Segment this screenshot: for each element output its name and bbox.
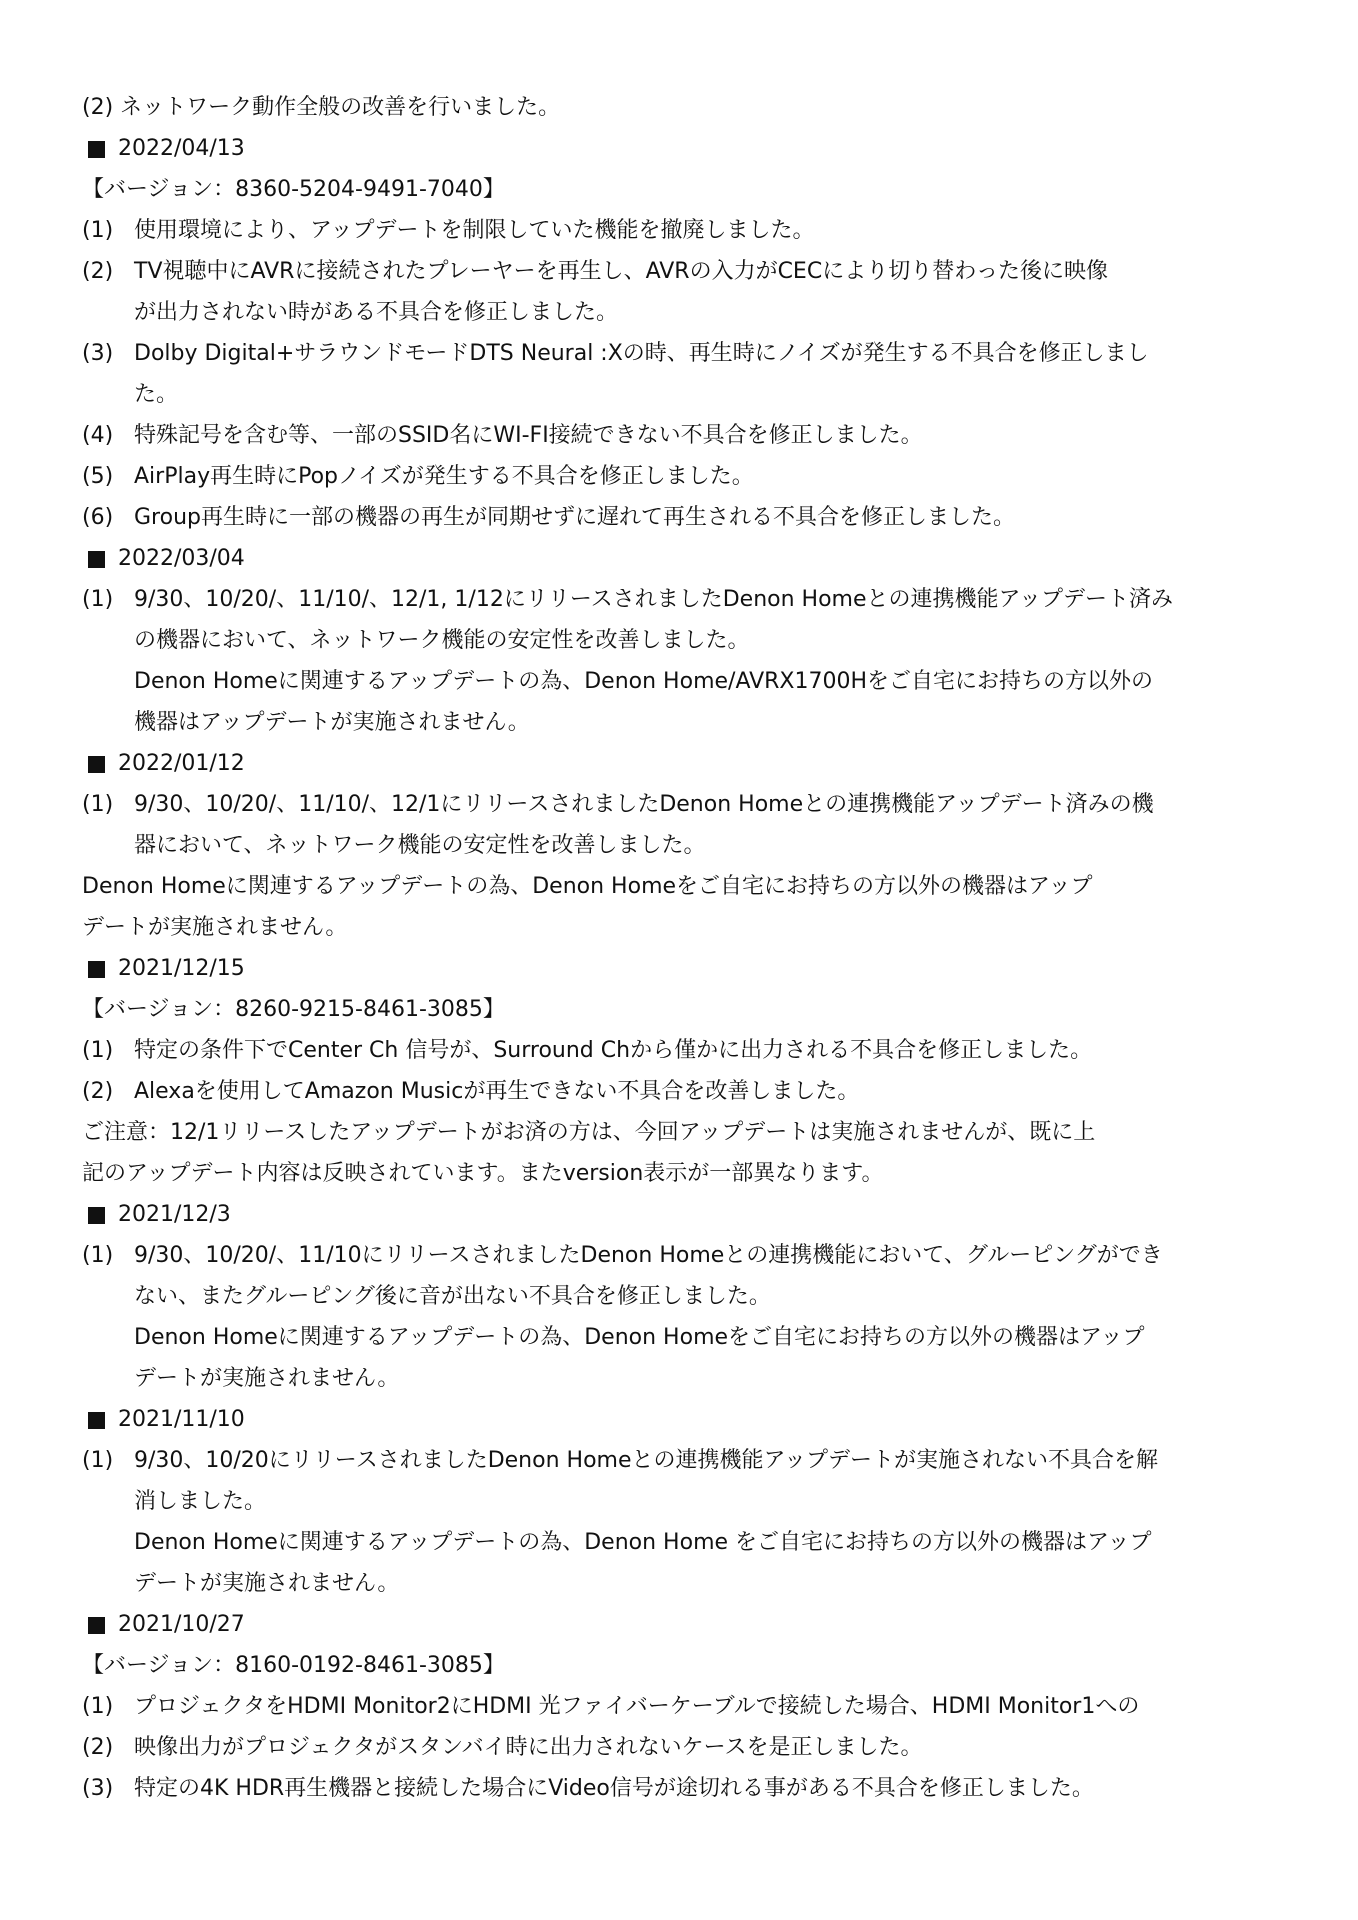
- list-item-continuation: [0, 826, 1358, 866]
- item-number: (2): [82, 1735, 114, 1760]
- item-text: 9/30、10/20/、11/10/、12/1, 1/12にリリースされましたDenon Homeとの連携機能アップデート済み: [134, 587, 1173, 612]
- item-text: 機器はアップデートが実施されません。: [134, 710, 530, 735]
- item-number: (1): [82, 1243, 114, 1268]
- item-text: Denon Homeに関連するアップデートの為、Denon Home をご自宅にお持ちの方以外の機器はアップ: [134, 1530, 1152, 1555]
- item-number: (3): [82, 1776, 114, 1801]
- list-item: [0, 334, 1358, 374]
- date-heading: [0, 949, 1358, 989]
- list-item: [0, 498, 1358, 538]
- item-text: AirPlay再生時にPopノイズが発生する不具合を修正しました。: [134, 464, 754, 489]
- item-text: た。: [134, 382, 179, 407]
- list-item: [0, 457, 1358, 497]
- date-heading: [0, 129, 1358, 169]
- item-text: Denon Homeに関連するアップデートの為、Denon Home/AVRX1700Hをご自宅にお持ちの方以外の: [134, 669, 1154, 694]
- date-heading: [0, 1605, 1358, 1645]
- note-line: [0, 1113, 1358, 1153]
- text-line: [0, 88, 1358, 128]
- item-text: Dolby Digital+サラウンドモードDTS Neural :Xの時、再生時にノイズが発生する不具合を修正しまし: [134, 341, 1149, 366]
- date-text: 2021/12/3: [118, 1202, 231, 1227]
- black-square-icon: [88, 961, 105, 978]
- date-text: 2022/04/13: [118, 136, 245, 161]
- list-item-continuation: [0, 621, 1358, 661]
- version-text: 【バージョン：8360-5204-9491-7040】: [82, 177, 505, 202]
- item-text: Group再生時に一部の機器の再生が同期せずに遅れて再生される不具合を修正しました。: [134, 505, 1015, 530]
- item-text: デートが実施されません。: [134, 1571, 400, 1596]
- item-number: (1): [82, 587, 114, 612]
- list-item-continuation: [0, 662, 1358, 702]
- item-number: (1): [82, 1448, 114, 1473]
- date-heading: [0, 539, 1358, 579]
- list-item-continuation: [0, 1482, 1358, 1522]
- item-text: TV視聴中にAVRに接続されたプレーヤーを再生し、AVRの入力がCECにより切り替わった後に映像: [134, 259, 1108, 284]
- note-text: Denon Homeに関連するアップデートの為、Denon Homeをご自宅にお持ちの方以外の機器はアップ: [82, 874, 1093, 899]
- note-line: [0, 867, 1358, 907]
- item-text: プロジェクタをHDMI Monitor2にHDMI 光ファイバーケーブルで接続した場合、HDMI Monitor1への: [134, 1694, 1140, 1719]
- black-square-icon: [88, 551, 105, 568]
- list-item-continuation: [0, 375, 1358, 415]
- list-item: [0, 785, 1358, 825]
- item-text: の機器において、ネットワーク機能の安定性を改善しました。: [134, 628, 750, 653]
- black-square-icon: [88, 1617, 105, 1634]
- version-line: [0, 990, 1358, 1030]
- list-item: [0, 1072, 1358, 1112]
- item-text: 特定の条件下でCenter Ch 信号が、Surround Chから僅かに出力される不具合を修正しました。: [134, 1038, 1093, 1063]
- list-item: [0, 580, 1358, 620]
- list-item: [0, 1236, 1358, 1276]
- list-item-continuation: [0, 1523, 1358, 1563]
- date-text: 2022/03/04: [118, 546, 245, 571]
- item-number: (6): [82, 505, 114, 530]
- black-square-icon: [88, 756, 105, 773]
- list-item: [0, 1728, 1358, 1768]
- list-item-continuation: [0, 703, 1358, 743]
- item-number: (3): [82, 341, 114, 366]
- item-number: (1): [82, 1694, 114, 1719]
- list-item: [0, 211, 1358, 251]
- black-square-icon: [88, 1412, 105, 1429]
- black-square-icon: [88, 1207, 105, 1224]
- item-text: デートが実施されません。: [134, 1366, 400, 1391]
- item-text: 特定の4K HDR再生機器と接続した場合にVideo信号が途切れる事がある不具合を修正しました。: [134, 1776, 1094, 1801]
- date-text: 2022/01/12: [118, 751, 245, 776]
- item-number: (5): [82, 464, 114, 489]
- item-text: 消しました。: [134, 1489, 267, 1514]
- list-item-continuation: [0, 1359, 1358, 1399]
- item-text: 9/30、10/20にリリースされましたDenon Homeとの連携機能アップデートが実施されない不具合を解: [134, 1448, 1158, 1473]
- version-text: 【バージョン：8260-9215-8461-3085】: [82, 997, 505, 1022]
- note-text: デートが実施されません。: [82, 915, 348, 940]
- item-text: が出力されない時がある不具合を修正しました。: [134, 300, 619, 325]
- item-text: 使用環境により、アップデートを制限していた機能を撤廃しました。: [134, 218, 815, 243]
- list-item-continuation: [0, 293, 1358, 333]
- item-number: (4): [82, 423, 114, 448]
- item-number: (1): [82, 792, 114, 817]
- list-item: [0, 1687, 1358, 1727]
- version-line: [0, 1646, 1358, 1686]
- black-square-icon: [88, 141, 105, 158]
- date-heading: [0, 744, 1358, 784]
- list-item: [0, 416, 1358, 456]
- date-text: 2021/10/27: [118, 1612, 245, 1637]
- note-text: 記のアップデート内容は反映されています。またversion表示が一部異なります。: [82, 1161, 884, 1186]
- item-text: Alexaを使用してAmazon Musicが再生できない不具合を改善しました。: [134, 1079, 860, 1104]
- version-text: 【バージョン：8160-0192-8461-3085】: [82, 1653, 505, 1678]
- list-item-continuation: [0, 1564, 1358, 1604]
- item-text: ない、またグルーピング後に音が出ない不具合を修正しました。: [134, 1284, 771, 1309]
- version-line: [0, 170, 1358, 210]
- list-item: [0, 1441, 1358, 1481]
- item-text: 映像出力がプロジェクタがスタンバイ時に出力されないケースを是正しました。: [134, 1735, 923, 1760]
- list-item: (2) ネットワーク動作全般の改善を行いました。: [82, 95, 561, 120]
- item-text: 9/30、10/20/、11/10にリリースされましたDenon Homeとの連携機能において、グルーピングができ: [134, 1243, 1163, 1268]
- item-number: (1): [82, 218, 114, 243]
- item-text: Denon Homeに関連するアップデートの為、Denon Homeをご自宅にお持ちの方以外の機器はアップ: [134, 1325, 1145, 1350]
- date-text: 2021/12/15: [118, 956, 245, 981]
- item-text: 器において、ネットワーク機能の安定性を改善しました。: [134, 833, 706, 858]
- list-item: [0, 252, 1358, 292]
- list-item-continuation: [0, 1277, 1358, 1317]
- date-heading: [0, 1400, 1358, 1440]
- item-number: (1): [82, 1038, 114, 1063]
- list-item: [0, 1031, 1358, 1071]
- date-heading: [0, 1195, 1358, 1235]
- date-text: 2021/11/10: [118, 1407, 245, 1432]
- item-number: (2): [82, 259, 114, 284]
- note-line: [0, 1154, 1358, 1194]
- note-line: [0, 908, 1358, 948]
- list-item-continuation: [0, 1318, 1358, 1358]
- item-text: 特殊記号を含む等、一部のSSID名にWI-FI接続できない不具合を修正しました。: [134, 423, 923, 448]
- list-item: [0, 1769, 1358, 1809]
- item-text: 9/30、10/20/、11/10/、12/1にリリースされましたDenon Homeとの連携機能アップデート済みの機: [134, 792, 1154, 817]
- item-number: (2): [82, 1079, 114, 1104]
- note-text: ご注意：12/1リリースしたアップデートがお済の方は、今回アップデートは実施されませんが、既に上: [82, 1120, 1096, 1145]
